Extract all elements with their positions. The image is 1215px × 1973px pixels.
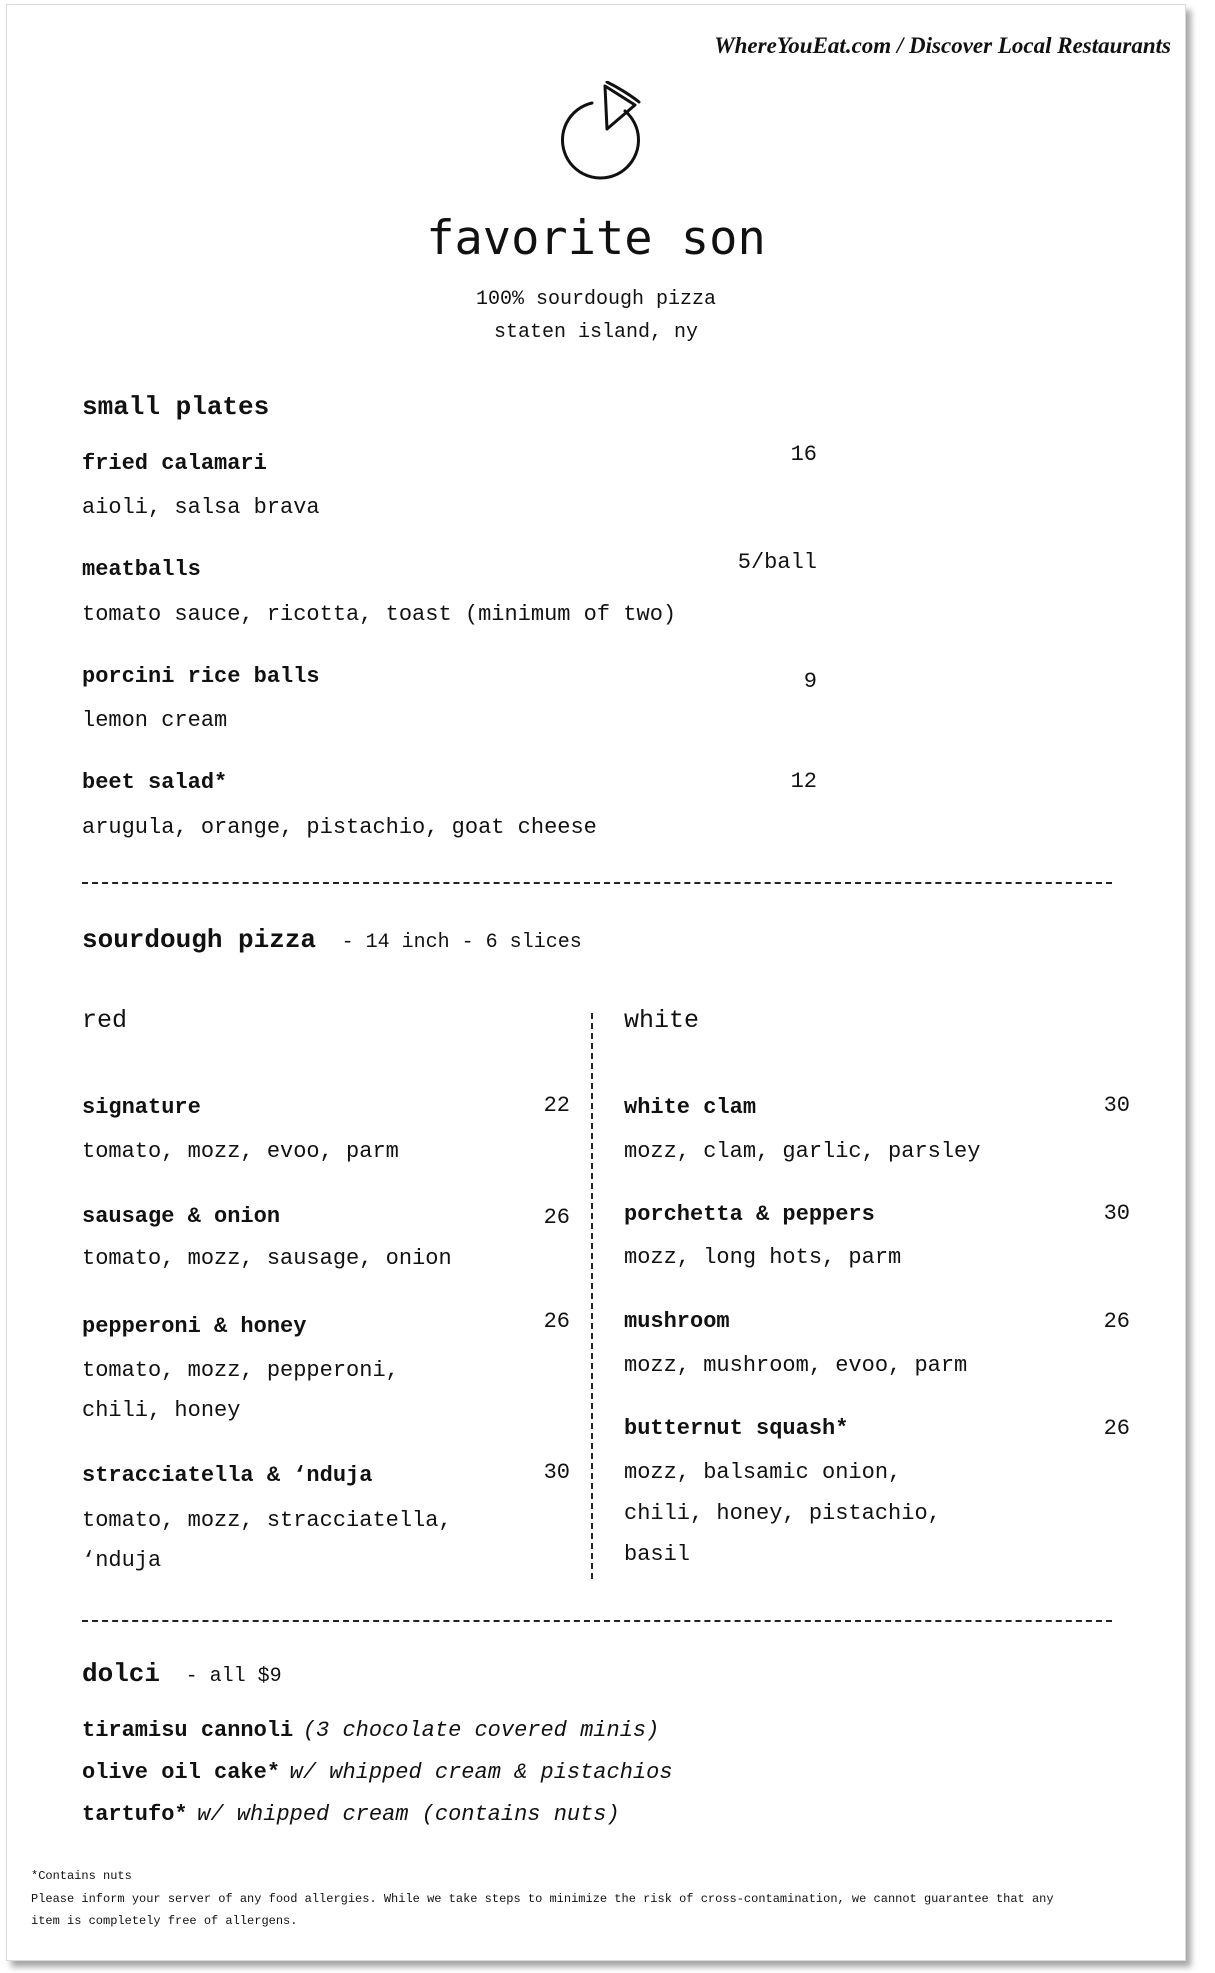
footnote-allergy: Please inform your server of any food allergies. While we take steps to minimize the risk of cross-contamination, we cannot guarantee that any [31,1892,1054,1906]
section-divider [82,1620,1112,1622]
pizza-section-note: - 14 inch - 6 slices [341,931,582,954]
menu-item-price: 12 [790,769,817,794]
dolci-item-name: tartufo* [82,1802,188,1827]
footnote-allergy: item is completely free of allergens. [31,1914,298,1928]
section-title-pizza [82,925,582,955]
dolci-item-name: tiramisu cannoli [82,1718,294,1743]
menu-item-name: beet salad* [82,770,228,795]
pizza-item-desc: ‘nduja [82,1548,162,1573]
pizza-item-name: butternut squash* [624,1416,849,1441]
dolci-item [82,1760,673,1785]
pizza-item-name: sausage & onion [82,1204,281,1229]
menu-item-name: meatballs [82,557,201,582]
pizza-item-price: 30 [1103,1201,1130,1226]
menu-item-price: 9 [803,669,817,694]
pizza-item-desc: tomato, mozz, stracciatella, [82,1508,452,1533]
dolci-item-note: w/ whipped cream & pistachios [289,1760,673,1785]
pizza-item-price: 26 [543,1205,570,1230]
pizza-section-title: sourdough pizza [82,925,317,955]
pizza-slice-icon [547,81,657,191]
pizza-item-desc: chili, honey [82,1398,241,1423]
pizza-item-price: 26 [543,1309,570,1334]
pizza-item-desc: tomato, mozz, evoo, parm [82,1139,399,1164]
pizza-item-desc: mozz, mushroom, evoo, parm [624,1353,968,1378]
menu-item-name: porcini rice balls [82,664,320,689]
dolci-item-note: (3 chocolate covered minis) [302,1718,660,1743]
dolci-item-name: olive oil cake* [82,1760,281,1785]
dolci-section-note: - all $9 [185,1665,282,1688]
column-divider [591,1013,593,1579]
restaurant-tagline: 100% sourdough pizza [475,288,717,311]
restaurant-location: staten island, ny [493,321,699,344]
pizza-item-desc: mozz, clam, garlic, parsley [624,1139,981,1164]
pizza-item-desc: tomato, mozz, pepperoni, [82,1358,399,1383]
pizza-item-name: mushroom [624,1309,730,1334]
pizza-item-desc: mozz, long hots, parm [624,1245,902,1270]
dolci-item [82,1718,659,1743]
menu-item-name: fried calamari [82,451,267,476]
pizza-item-desc: basil [624,1542,691,1567]
pizza-logo [547,81,657,191]
pizza-item-name: porchetta & peppers [624,1202,875,1227]
menu-item-price: 16 [790,442,817,467]
pizza-item-desc: chili, honey, pistachio, [624,1501,941,1526]
pizza-item-name: white clam [624,1095,757,1120]
dolci-section-title: dolci [82,1659,161,1689]
section-divider [82,882,1112,884]
pizza-item-price: 22 [543,1093,570,1118]
pizza-item-price: 26 [1103,1309,1130,1334]
dolci-item-note: w/ whipped cream (contains nuts) [197,1802,620,1827]
pizza-item-name: signature [82,1095,201,1120]
pizza-item-name: stracciatella & ‘nduja [82,1463,373,1488]
footnote-nuts: *Contains nuts [31,1869,132,1883]
pizza-item-price: 26 [1103,1416,1130,1441]
pizza-item-desc: mozz, balsamic onion, [624,1460,902,1485]
menu-page [6,4,1186,1961]
menu-item-desc: tomato sauce, ricotta, toast (minimum of two) [82,602,677,627]
menu-item-desc: arugula, orange, pistachio, goat cheese [82,815,597,840]
pizza-item-desc: tomato, mozz, sausage, onion [82,1246,452,1271]
restaurant-name: favorite son [426,211,766,266]
section-title-small-plates: small plates [82,392,270,422]
menu-item-desc: aioli, salsa brava [82,495,320,520]
dolci-item [82,1802,620,1827]
pizza-item-price: 30 [543,1460,570,1485]
menu-item-desc: lemon cream [82,708,228,733]
menu-item-price: 5/ball [737,550,817,575]
section-title-dolci [82,1659,282,1689]
site-header-link[interactable]: WhereYouEat.com / Discover Local Restaurants [714,33,1171,58]
pizza-column-red-label: red [82,1006,128,1035]
pizza-column-white-label: white [624,1006,700,1035]
pizza-item-name: pepperoni & honey [82,1314,307,1339]
pizza-item-price: 30 [1103,1093,1130,1118]
